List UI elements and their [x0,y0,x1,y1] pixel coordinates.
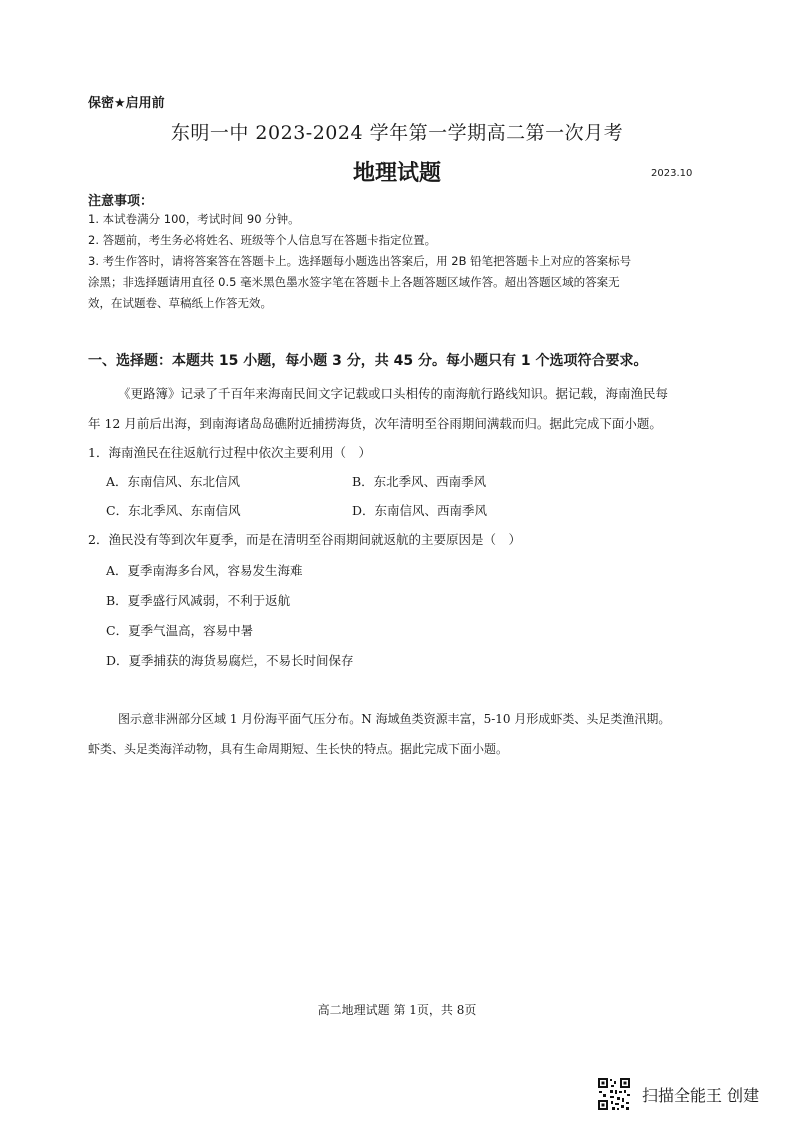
passage-line: 虾类、头足类海洋动物，具有生命周期短、生长快的特点。据此完成下面小题。 [88,742,509,756]
note-line: 涂黑；非选择题请用直径 0.5 毫米黑色墨水签字笔在答题卡上各题答题区域作答。超出答题区域的答案无 [88,275,620,289]
question-1-option-d: D．东南信风、西南季风 [352,503,488,518]
qr-code-icon [597,1077,631,1111]
question-2-option-c: C．夏季气温高，容易中暑 [106,623,254,638]
passage-line: 《更路簿》记录了千百年来海南民间文字记载或口头相传的南海航行路线知识。据记载，海南渔民每 [118,386,669,401]
exam-title: 东明一中 2023-2024 学年第一学期高二第一次月考 [170,122,624,144]
question-2-option-a: A．夏季南海多台风，容易发生海难 [106,563,303,578]
subject-title: 地理试题 [352,161,441,186]
question-1-stem: 1．海南渔民在往返航行过程中依次主要利用（ ） [88,445,371,460]
section-heading: 一、选择题：本题共 15 小题，每小题 3 分，共 45 分。每小题只有 1 个选项符合要求。 [88,353,648,369]
question-1-option-a: A．东南信风、东北信风 [106,474,241,489]
question-2-option-d: D．夏季捕获的海货易腐烂，不易长时间保存 [106,653,354,668]
note-line: 2. 答题前，考生务必将姓名、班级等个人信息写在答题卡指定位置。 [88,233,437,247]
question-1-option-b: B．东北季风、西南季风 [352,474,487,489]
confidential-label: 保密★启用前 [88,96,165,111]
passage-line: 年 12 月前后出海，到南海诸岛岛礁附近捕捞海货，次年清明至谷雨期间满载而归。据此完成下面小题。 [88,416,662,431]
note-line: 1. 本试卷满分 100，考试时间 90 分钟。 [88,212,300,226]
note-line: 3. 考生作答时，请将答案答在答题卡上。选择题每小题选出答案后，用 2B 铅笔把答题卡上对应的答案标号 [88,254,632,268]
passage-line: 图示意非洲部分区域 1 月份海平面气压分布。N 海域鱼类资源丰富，5-10 月形成虾类、头足类渔汛期。 [118,712,671,726]
exam-date: 2023.10 [651,168,693,179]
note-line: 效，在试题卷、草稿纸上作答无效。 [88,296,272,310]
page-footer: 高二地理试题 第 1页，共 8页 [317,1003,477,1017]
question-2-stem: 2．渔民没有等到次年夏季，而是在清明至谷雨期间就返航的主要原因是（ ） [88,532,521,547]
question-1-option-c: C．东北季风、东南信风 [106,503,241,518]
scanner-watermark: 扫描全能王 创建 [642,1086,760,1105]
question-2-option-b: B．夏季盛行风减弱，不利于返航 [106,593,291,608]
notes-heading: 注意事项： [88,194,154,209]
